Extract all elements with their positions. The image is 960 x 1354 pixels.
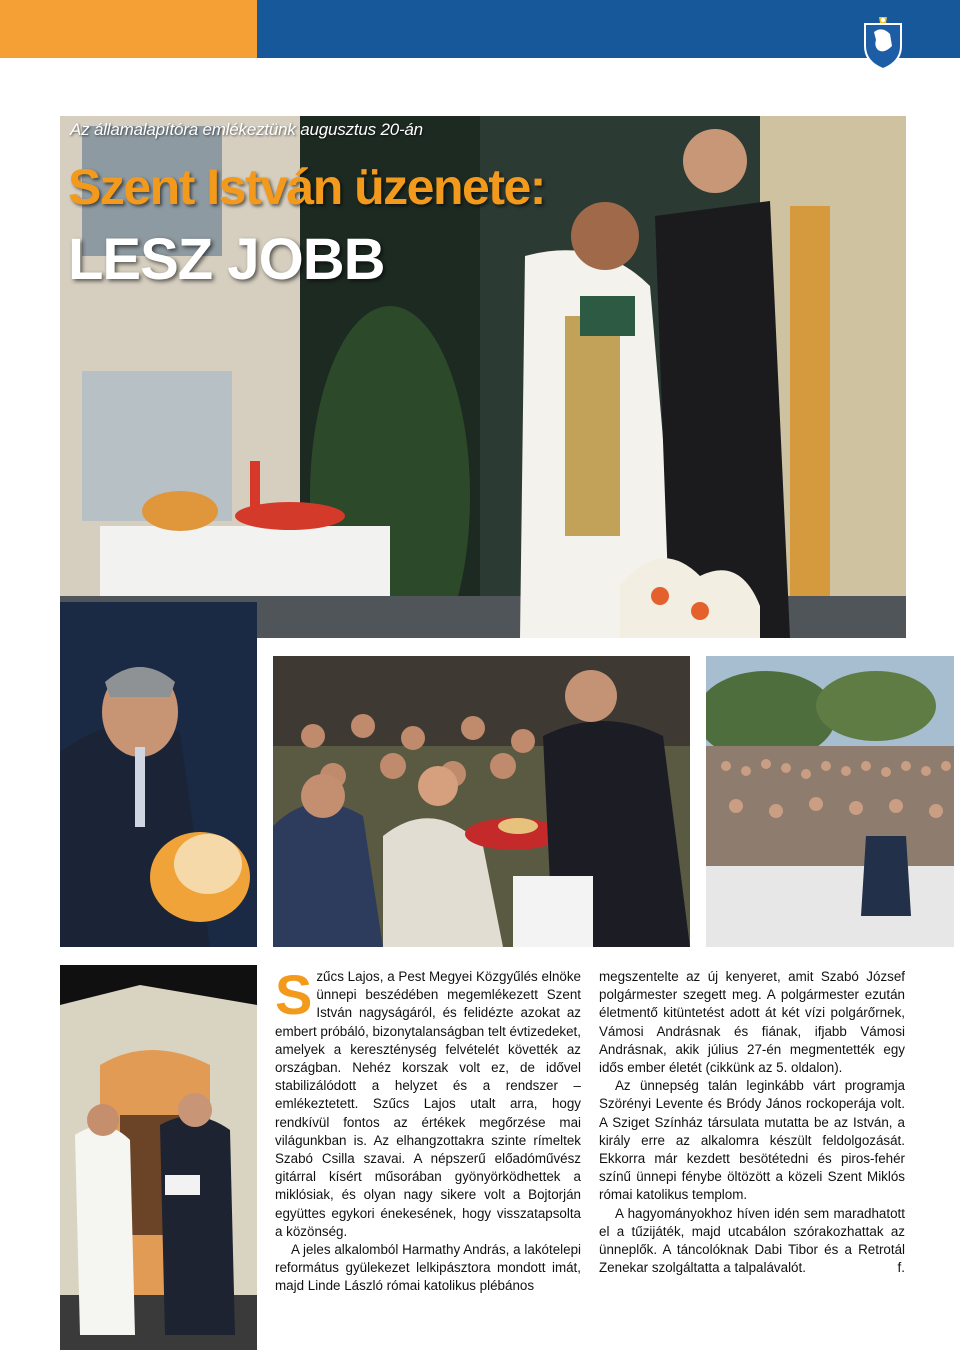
bread-cutting-photo <box>60 602 257 947</box>
paragraph: Az ünnepség talán leginkább várt programja Szörényi Levente és Bródy János rockoperája volt. A Sziget Színház társulata mutatta be az István, a király erre az alkalomra készült feldolgozását. Ekkorra már kezdett besötétedni és piros-fehér színű ünnepi fénybe öltözött a közeli Szent Miklós római katolikus templom. <box>599 1078 905 1203</box>
paragraph: megszentelte az új kenyeret, amit Szabó József polgármester szegett meg. A polgármester ezután életmentő kitüntetést adott át két vízi polgárőrnek, Vámosi Andrásnak és fiának, ifjabb Vámosi Andrásnak, akik július 27-én megmentették egy idős ember életét (cikkünk az 5. oldalon). <box>599 969 905 1076</box>
award-ceremony-photo <box>60 965 257 1350</box>
article-title-line2: LESZ JOBB <box>68 227 385 292</box>
author-signature: f. <box>897 1260 905 1276</box>
header-bar-blue <box>257 0 960 58</box>
crowd-bread-photo <box>273 656 690 947</box>
header-bar-orange <box>0 0 257 58</box>
article-column-1 <box>275 963 581 1296</box>
article-column-2 <box>599 968 905 1277</box>
audience-photo <box>706 656 954 947</box>
drop-cap: S <box>275 963 313 1026</box>
paragraph: A hagyományokhoz híven idén sem maradhatott el a tűzijáték, majd utcabálon szórakozhattak az ünneplők. A táncolóknak Dabi Tibor és a Retrotál Zenekar szolgáltatta a talpalávalót. <box>599 1205 905 1276</box>
paragraph: zűcs Lajos, a Pest Megyei Közgyűlés elnöke ünnepi beszédében megemlékezett Szent István nagyságáról, és felidézte azokat az embert próbáló, bizonytalanságban telt évtizedeket, amelyek a kereszténység felvételét követték az országban. Nehéz korszak volt ez, de idővel stabilizálódott a helyzet és a rendszer – emlékeztetett. Szűcs Lajos utalt arra, hogy rendkívül fontos az értékek megőrzése mai világunkban is. Az elhangzottakra szinte rímeltek Szabó Csilla szavai. A népszerű előadóművész gitárral kísért műsorában gyönyörködhettek a miklósiak, és olyan nagy sikere volt a Bojtorján együttes egykori énekesének, hogy visszatapsolta a közönség. <box>275 969 581 1239</box>
coat-of-arms-icon <box>862 16 904 70</box>
paragraph: A jeles alkalomból Harmathy András, a lakótelepi református gyülekezet lelkipásztora mondott imát, majd Linde László római katolikus plébános <box>275 1242 581 1294</box>
article-kicker: Az államalapítóra emlékeztünk augusztus 20-án <box>70 120 423 139</box>
article-title: Szent István üzenete: <box>68 159 545 215</box>
